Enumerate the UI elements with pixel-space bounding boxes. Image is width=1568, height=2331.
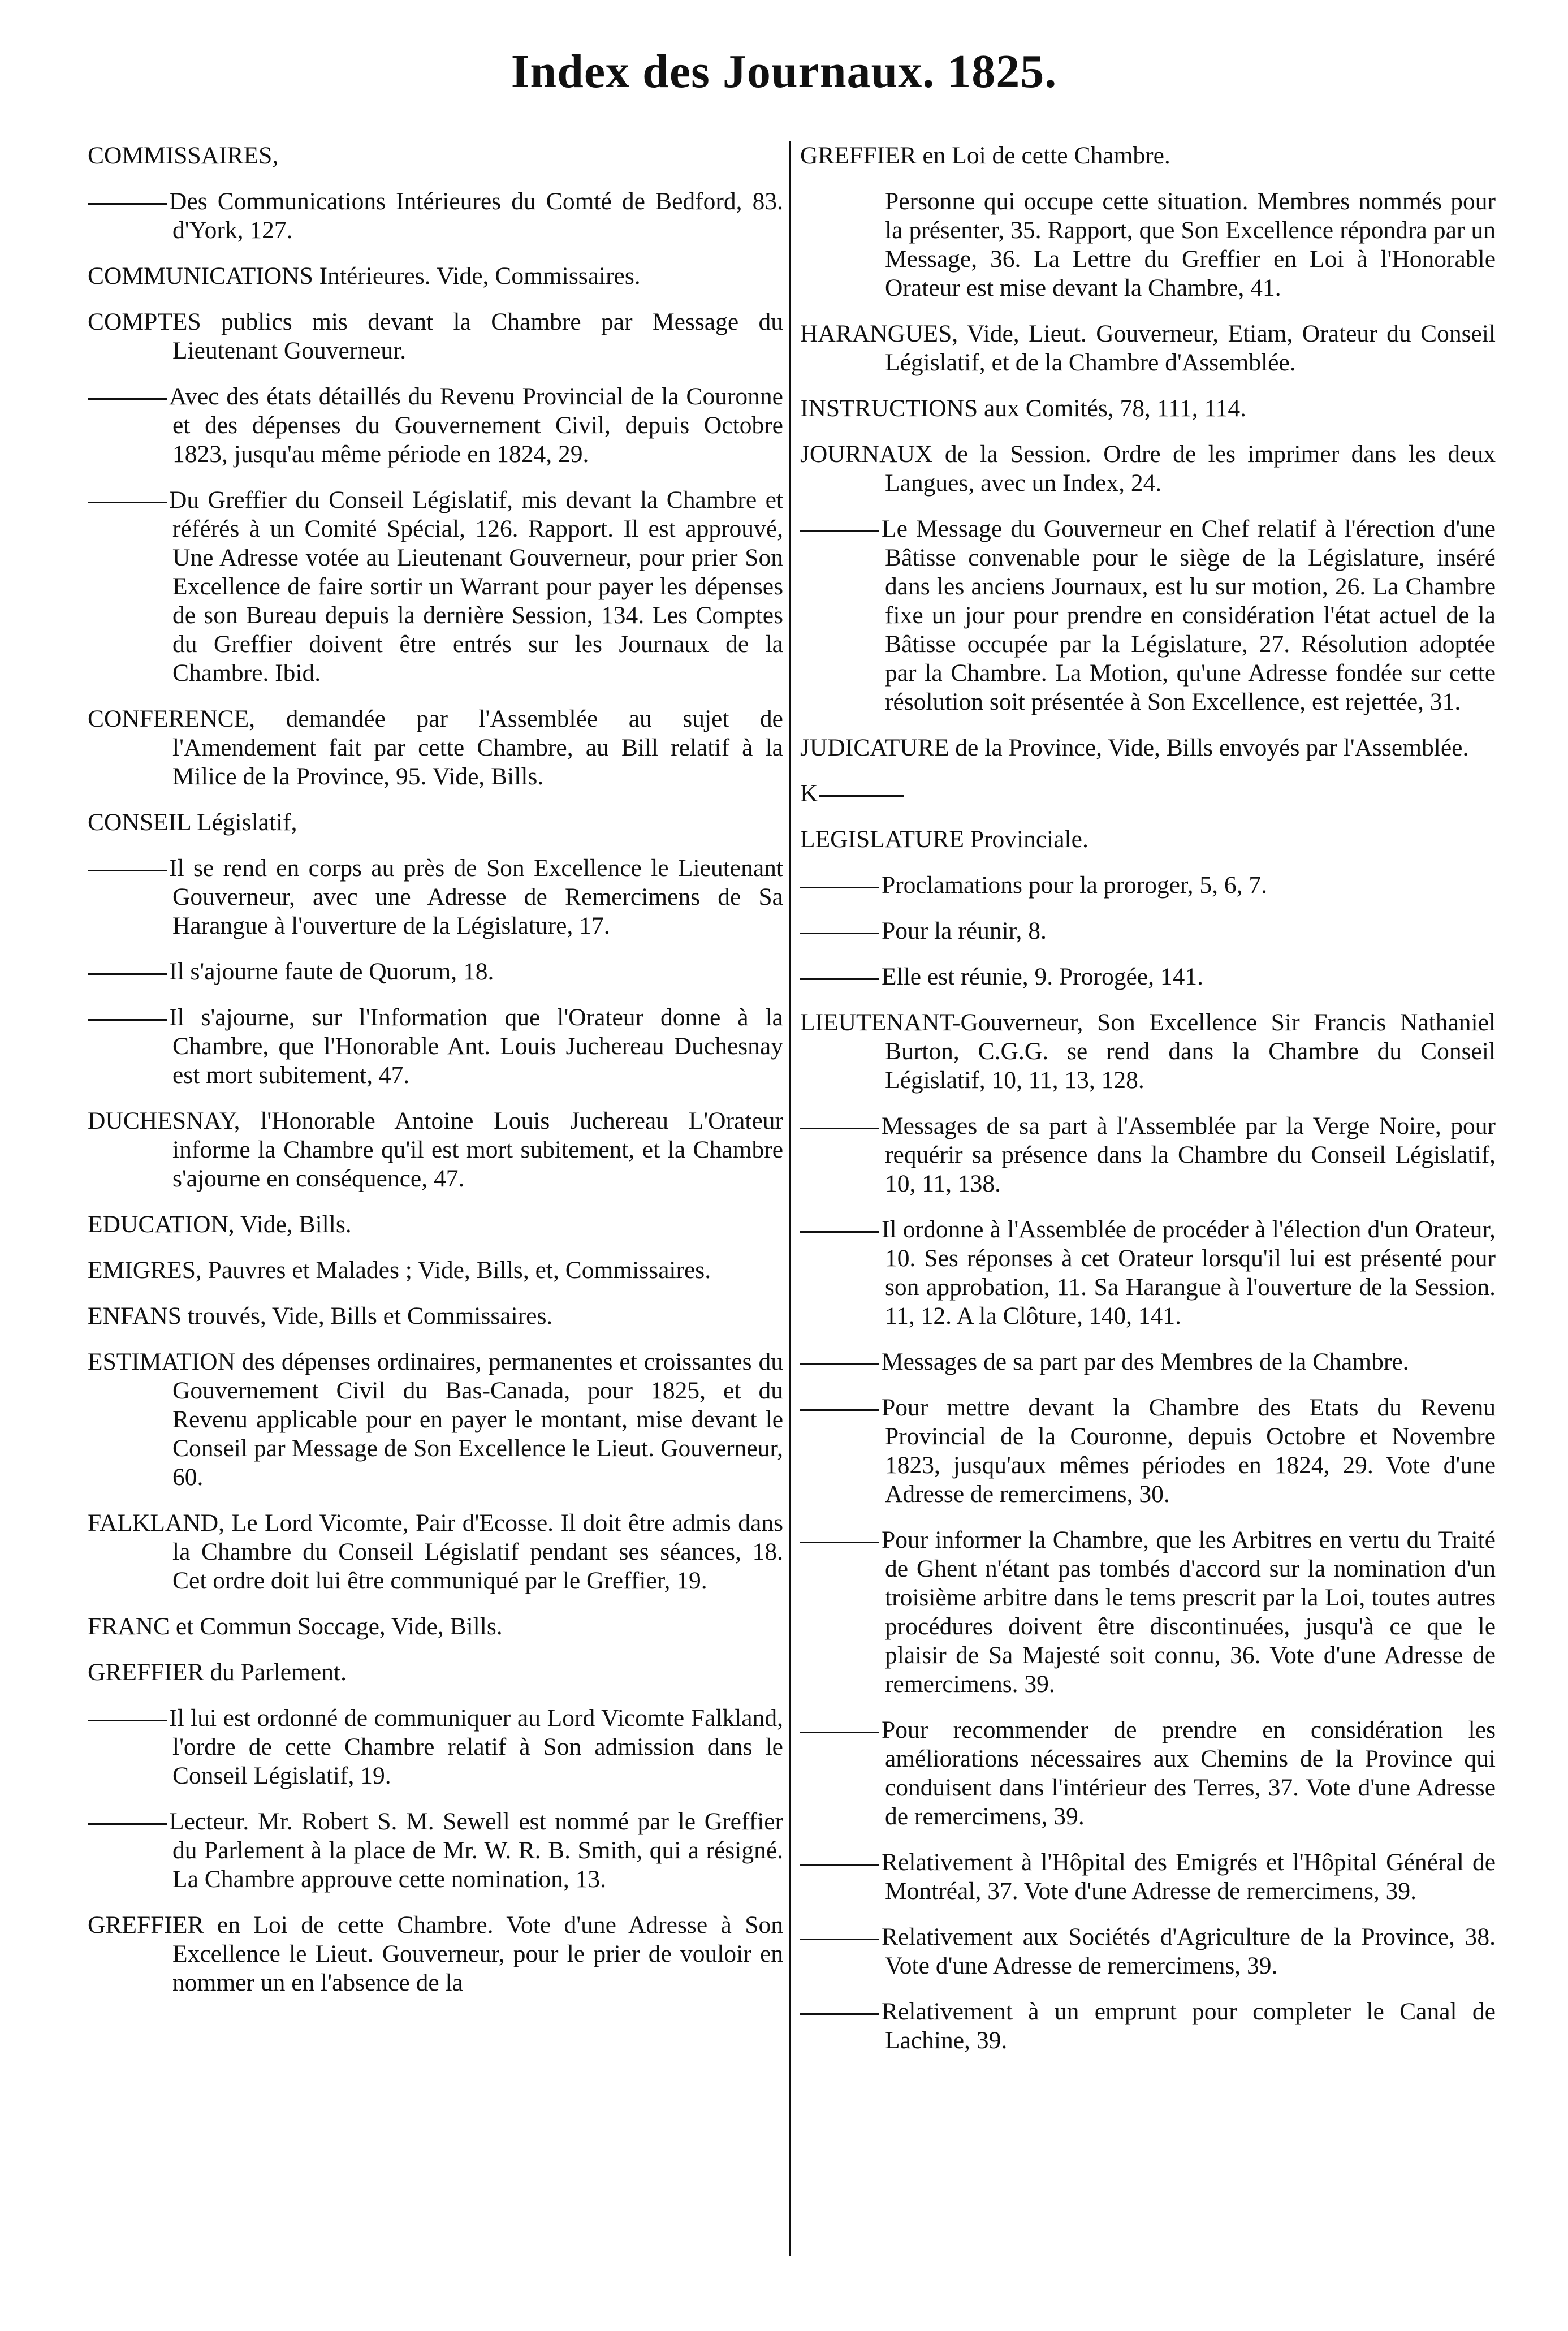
entry-text: COMMUNICATIONS Intérieures. Vide, Commissaires. [88,262,641,290]
index-subentry [800,962,1496,991]
ditto-dash [800,978,879,980]
ditto-dash [800,933,879,934]
entry-text: FALKLAND, Le Lord Vicomte, Pair d'Ecosse. Il doit être admis dans la Chambre du Conseil Législatif pendant ses séances, 18. Cet ordre doit lui être communiqué par le Greffier, 19. [88,1509,783,1594]
index-continuation [800,187,1496,303]
entry-text: EMIGRES, Pauvres et Malades ; Vide, Bills, et, Commissaires. [88,1257,711,1284]
ditto-dash [819,795,904,797]
ditto-dash [800,1231,879,1233]
entry-text: FRANC et Commun Soccage, Vide, Bills. [88,1613,503,1640]
index-entry [88,1911,783,1997]
ditto-dash [800,1732,879,1733]
subentry-text: Elle est réunie, 9. Prorogée, 141. [882,963,1203,990]
subentry-text: Il s'ajourne, sur l'Information que l'Orateur donne à la Chambre, que l'Honorable Ant. Louis Juchereau Duchesnay est mort subitement, 47. [169,1004,783,1089]
ditto-dash [800,2013,879,2015]
index-subentry [800,1348,1496,1376]
index-entry [88,1210,783,1239]
entry-text: HARANGUES, Vide, Lieut. Gouverneur, Etiam, Orateur du Conseil Législatif, et de la Chambre d'Assemblée. [800,320,1496,376]
entry-text: INSTRUCTIONS aux Comités, 78, 111, 114. [800,395,1247,422]
entry-text: EDUCATION, Vide, Bills. [88,1211,352,1238]
ditto-dash [88,1720,167,1721]
index-entry [88,808,783,837]
index-entry [88,1658,783,1687]
subentry-text: Relativement à l'Hôpital des Emigrés et l'Hôpital Général de Montréal, 37. Vote d'une Adresse de remercimens, 39. [882,1849,1496,1905]
ditto-dash [800,1128,879,1129]
subentry-text: Pour informer la Chambre, que les Arbitres en vertu du Traité de Ghent n'étant pas tombés d'accord sur la nomination d'un troisième arbitre dans le tems prescrit par la Loi, toutes autres procédures doivent être discontinuées, jusqu'à ce que le plaisir de Sa Majesté soit connu, 36. Vote d'une Adresse de remercimens. 39. [882,1526,1496,1698]
index-subentry [88,1704,783,1790]
subentry-text: Il se rend en corps au près de Son Excellence le Lieutenant Gouverneur, avec une Adresse de Remercimens de Sa Harangue à l'ouverture de la Législature, 17. [169,854,783,939]
entry-text: COMPTES publics mis devant la Chambre par Message du Lieutenant Gouverneur. [88,308,783,364]
ditto-dash [800,1864,879,1866]
index-entry [800,394,1496,423]
index-entry [88,1256,783,1285]
index-subentry [800,1997,1496,2055]
page-title: Index des Journaux. 1825. [511,45,1057,98]
subentry-text: Des Communications Intérieures du Comté de Bedford, 83. d'York, 127. [169,188,783,244]
index-entry [88,308,783,365]
index-subentry [800,515,1496,716]
entry-text: CONFERENCE, demandée par l'Assemblée au sujet de l'Amendement fait par cette Chambre, au Bill relatif à la Milice de la Province, 95. Vide, Bills. [88,705,783,790]
index-entry [88,1107,783,1193]
subentry-text: Il s'ajourne faute de Quorum, 18. [169,958,494,985]
ditto-dash [800,1542,879,1543]
subentry-text: Lecteur. Mr. Robert S. M. Sewell est nommé par le Greffier du Parlement à la place de Mr. W. R. B. Smith, qui a résigné. La Chambre approuve cette nomination, 13. [169,1808,783,1893]
ditto-dash [88,1823,167,1825]
ditto-dash [800,530,879,532]
ditto-dash [800,887,879,888]
subentry-text: Il ordonne à l'Assemblée de procéder à l'élection d'un Orateur, 10. Ses réponses à cet Orateur lorsqu'il lui est présenté pour son approbation, 11. Sa Harangue à l'ouverture de la Session. 11, 12. A la Clôture, 140, 141. [882,1216,1496,1329]
index-subentry [800,1716,1496,1831]
ditto-dash [88,973,167,975]
subentry-text: Avec des états détaillés du Revenu Provincial de la Couronne et des dépenses du Gouvernement Civil, depuis Octobre 1823, jusqu'au même période en 1824, 29. [169,383,783,468]
index-entry [800,141,1496,170]
index-subentry [88,187,783,245]
index-subentry [88,1807,783,1894]
entry-text: GREFFIER du Parlement. [88,1659,347,1686]
ditto-dash [800,1939,879,1940]
continuation-text: Personne qui occupe cette situation. Membres nommés pour la présenter, 35. Rapport, que Son Excellence répondra par un Message, 36. La Lettre du Greffier en Loi à l'Honorable Orateur est mise devant la Chambre, 41. [885,188,1496,301]
entry-text: ENFANS trouvés, Vide, Bills et Commissaires. [88,1302,553,1329]
entry-text: GREFFIER en Loi de cette Chambre. [800,142,1170,169]
index-entry [88,705,783,791]
subentry-text: Relativement à un emprunt pour completer le Canal de Lachine, 39. [882,1998,1496,2054]
letter-text: K [800,780,818,807]
index-entry [88,1348,783,1492]
index-entry [800,733,1496,762]
index-subentry [800,1526,1496,1699]
subentry-text: Proclamations pour la proroger, 5, 6, 7. [882,871,1268,899]
index-entry [88,1612,783,1641]
entry-text: LEGISLATURE Provinciale. [800,826,1088,853]
entry-text: ESTIMATION des dépenses ordinaires, permanentes et croissantes du Gouvernement Civil du Bas-Canada, pour 1825, et du Revenu applicable pour en payer le montant, mise devant le Conseil par Message de Son Excellence le Lieut. Gouverneur, 60. [88,1348,783,1491]
subentry-text: Pour recommender de prendre en considération les améliorations nécessaires aux Chemins de la Province qui conduisent dans l'intérieur des Terres, 37. Vote d'une Adresse de remercimens, 39. [882,1716,1496,1830]
index-entry [800,1008,1496,1095]
subentry-text: Pour mettre devant la Chambre des Etats du Revenu Provincial de la Couronne, depuis Octobre et Novembre 1823, jusqu'aux mêmes périodes en 1824, 29. Vote d'une Adresse de remercimens, 30. [882,1394,1496,1508]
index-entry [88,262,783,291]
index-entry [800,440,1496,498]
index-subentry [800,871,1496,900]
index-entry [88,1509,783,1595]
index-entry [800,825,1496,854]
index-subentry [800,1112,1496,1198]
subentry-text: Du Greffier du Conseil Législatif, mis devant la Chambre et référés à un Comité Spécial, 126. Rapport. Il est approuvé, Une Adresse votée au Lieutenant Gouverneur, pour prier Son Excellence de faire sortir un Warrant pour payer les dépenses de son Bureau depuis la dernière Session, 134. Les Comptes du Greffier doivent être entrés sur les Journaux de la Chambre. Ibid. [169,486,783,687]
ditto-dash [88,1019,167,1021]
index-subentry [88,486,783,688]
index-subentry [88,957,783,986]
index-subentry [88,854,783,940]
index-subentry [800,917,1496,946]
entry-text: LIEUTENANT-Gouverneur, Son Excellence Sir Francis Nathaniel Burton, C.G.G. se rend dans la Chambre du Conseil Législatif, 10, 11, 13, 128. [800,1009,1496,1094]
index-subentry [800,1215,1496,1331]
ditto-dash [88,398,167,400]
ditto-dash [88,203,167,205]
right-column [800,141,1496,2072]
column-divider [789,141,791,2256]
index-subentry [800,1848,1496,1906]
entry-text: CONSEIL Législatif, [88,809,297,836]
entry-text: DUCHESNAY, l'Honorable Antoine Louis Juchereau L'Orateur informe la Chambre qu'il est mort subitement, et la Chambre s'ajourne en conséquence, 47. [88,1107,783,1192]
entry-text: JUDICATURE de la Province, Vide, Bills envoyés par l'Assemblée. [800,734,1469,761]
entry-text: COMMISSAIRES, [88,142,279,169]
index-subentry [88,382,783,469]
entry-text: GREFFIER en Loi de cette Chambre. Vote d'une Adresse à Son Excellence le Lieut. Gouverneur, pour le prier de vouloir en nommer un en l'absence de la [88,1911,783,1996]
letter-heading [800,779,1496,808]
index-subentry [800,1923,1496,1980]
ditto-dash [88,870,167,871]
subentry-text: Pour la réunir, 8. [882,917,1047,944]
subentry-text: Relativement aux Sociétés d'Agriculture de la Province, 38. Vote d'une Adresse de remercimens, 39. [882,1923,1496,1979]
subentry-text: Il lui est ordonné de communiquer au Lord Vicomte Falkland, l'ordre de cette Chambre relatif à Son admission dans le Conseil Législatif, 19. [169,1704,783,1789]
ditto-dash [88,502,167,503]
index-entry [800,320,1496,377]
index-entry [88,141,783,170]
ditto-dash [800,1363,879,1365]
entry-text: JOURNAUX de la Session. Ordre de les imprimer dans les deux Langues, avec un Index, 24. [800,441,1496,497]
index-subentry [88,1003,783,1090]
index-entry [88,1302,783,1331]
subentry-text: Messages de sa part par des Membres de la Chambre. [882,1348,1409,1375]
subentry-text: Messages de sa part à l'Assemblée par la Verge Noire, pour requérir sa présence dans la Chambre du Conseil Législatif, 10, 11, 138. [882,1112,1496,1197]
subentry-text: Le Message du Gouverneur en Chef relatif à l'érection d'une Bâtisse convenable pour le siège de la Législature, inséré dans les anciens Journaux, est lu sur motion, 26. La Chambre fixe un jour pour prendre en considération l'état actuel de la Bâtisse occupée par la Législature, 27. Résolution adoptée par la Chambre. La Motion, qu'une Adresse fondée sur cette résolution soit présentée à Son Excellence, est rejettée, 31. [882,515,1496,715]
ditto-dash [800,1409,879,1411]
left-column [88,141,783,2014]
index-subentry [800,1393,1496,1509]
